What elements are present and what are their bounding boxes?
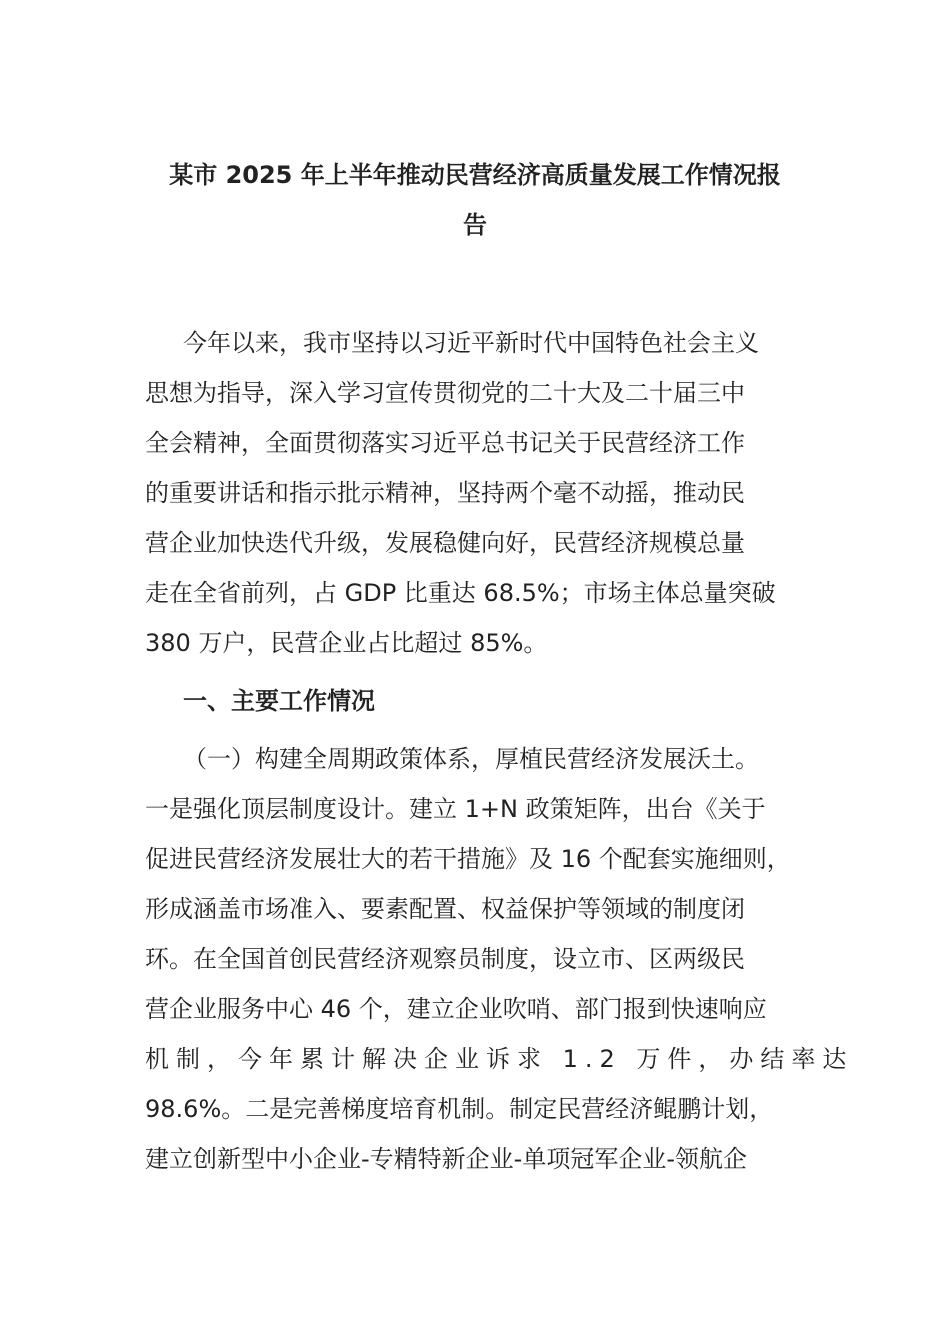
intro-paragraph: [145, 318, 835, 668]
paragraph-line: 建立创新型中小企业-专精特新企业-单项冠军企业-领航企: [145, 1145, 747, 1173]
paragraph-line: 380 万户，民营企业占比超过 85%。: [145, 629, 548, 657]
paragraph-line: （一）构建全周期政策体系，厚植民营经济发展沃土。: [183, 745, 759, 773]
spacer: [145, 726, 835, 734]
paragraph-line: 环。在全国首创民营经济观察员制度，设立市、区两级民: [145, 945, 745, 973]
paragraph-line: 营企业加快迭代升级，发展稳健向好，民营经济规模总量: [145, 529, 745, 557]
paragraph-line: 营企业服务中心 46 个，建立企业吹哨、部门报到快速响应: [145, 995, 767, 1023]
paragraph-line: 走在全省前列，占 GDP 比重达 68.5%；市场主体总量突破: [145, 579, 776, 607]
spacer: [145, 668, 835, 676]
document-body: [145, 318, 854, 1184]
paragraph-line: 98.6%。二是完善梯度培育机制。制定民营经济鲲鹏计划，: [145, 1095, 774, 1123]
paragraph-line: 思想为指导，深入学习宣传贯彻党的二十大及二十届三中: [145, 379, 745, 407]
paragraph-line: 全会精神，全面贯彻落实习近平总书记关于民营经济工作: [145, 429, 745, 457]
paragraph-line: 一是强化顶层制度设计。建立 1+N 政策矩阵，出台《关于: [145, 795, 766, 823]
section-heading: 一、主要工作情况: [183, 687, 375, 715]
paragraph-line: 形成涵盖市场准入、要素配置、权益保护等领域的制度闭: [145, 895, 745, 923]
paragraph-line: 促进民营经济发展壮大的若干措施》及 16 个配套实施细则，: [145, 845, 791, 873]
paragraph-line: 的重要讲话和指示批示精神，坚持两个毫不动摇，推动民: [145, 479, 745, 507]
paragraph-line: 今年以来，我市坚持以习近平新时代中国特色社会主义: [183, 329, 759, 357]
document-title: [145, 150, 805, 250]
paragraph-line: 机制，今年累计解决企业诉求 1.2 万件，办结率达: [145, 1045, 854, 1073]
title-line: 告: [463, 211, 487, 239]
title-line: 某市 2025 年上半年推动民营经济高质量发展工作情况报: [169, 161, 781, 189]
section1-paragraph: [145, 734, 854, 1184]
